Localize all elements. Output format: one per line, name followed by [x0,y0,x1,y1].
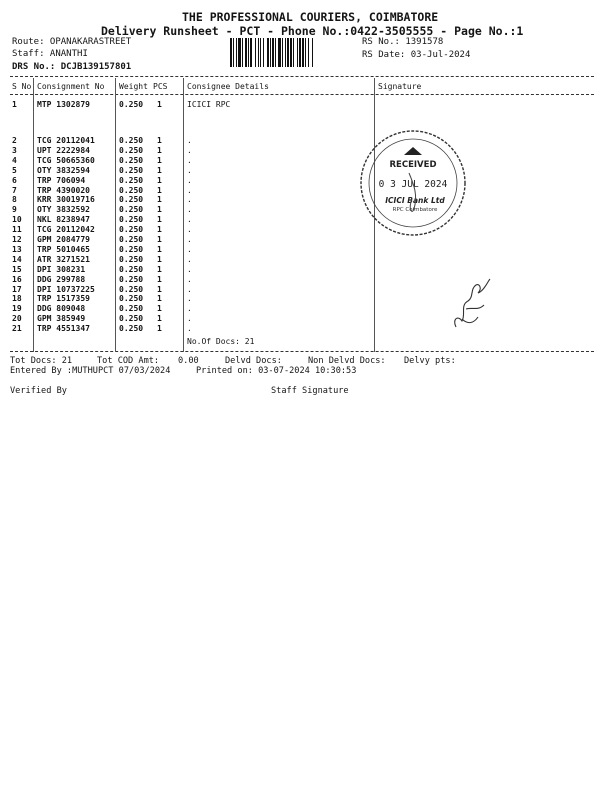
row-sno: 15 [12,264,22,274]
barcode-bar [272,38,274,67]
row-sno: 12 [12,235,22,244]
col-divider [183,78,184,352]
barcode-bar [258,38,259,67]
row-consignment-no: OTY 3832592 [37,205,90,215]
col-divider [33,78,34,352]
row-consignee-details: . [187,185,192,195]
row-sno: 3 [12,145,17,155]
row-consignee-details: . [187,254,192,264]
barcode-bar [308,38,309,67]
col-header-weight: Weight [119,82,148,91]
row-consignee-details: . [187,284,192,294]
delvy-pts: Delvy pts: [404,356,456,366]
row-weight: 0.250 [119,314,144,324]
row-weight: 0.250 [119,264,144,274]
row-sno: 4 [12,155,17,165]
row-pcs: 1 [157,274,162,284]
received-stamp [352,125,474,243]
row-sno: 14 [12,254,22,264]
row-weight: 0.250 [119,215,144,225]
row-pcs: 1 [157,284,162,294]
row-sno: 18 [12,294,22,304]
barcode-bar [285,38,286,67]
row-pcs: 1 [157,235,162,244]
stamp-bank-text: ICICI Bank Ltd [385,196,445,205]
row-consignment-no: MTP 1302879 [37,100,90,109]
row-weight: 0.250 [119,185,144,195]
row-pcs: 1 [157,314,162,324]
row-consignee-details: . [187,324,192,334]
tot-docs: Tot Docs: 21 [10,356,73,366]
barcode-bar [255,38,256,67]
row-consignee-details: . [187,195,192,205]
stamp-received-text: RECEIVED [389,160,437,170]
non-delvd-docs: Non Delvd Docs: [308,356,386,366]
barcode-bar [297,38,298,67]
barcode-bar [233,38,234,67]
row-pcs: 1 [157,324,162,334]
barcode-bar [238,38,241,67]
row-pcs: 1 [157,100,162,109]
row-consignee-details: . [187,274,192,284]
row-pcs: 1 [157,205,162,215]
row-weight: 0.250 [119,165,144,175]
row-weight: 0.250 [119,274,144,284]
barcode-bar [270,38,271,67]
tot-cod-value: 0.00 [178,356,199,366]
row-pcs: 1 [157,136,162,145]
row-weight: 0.250 [119,244,144,254]
row-consignment-no: KRR 30019716 [37,195,95,205]
row-consignment-no: TCG 50665360 [37,155,95,165]
row-consignee-details: . [187,264,192,274]
row-weight: 0.250 [119,235,144,244]
barcode-bar [260,38,261,67]
entered-by: Entered By :MUTHUPCT 07/03/2024 [10,366,171,376]
row-sno: 17 [12,284,22,294]
table-top-rule [10,76,594,77]
drs-number: DRS No.: DCJB139157801 [12,62,132,72]
row-consignment-no: ATR 3271521 [37,254,90,264]
row-weight: 0.250 [119,136,144,145]
row-consignment-no: DDG 299788 [37,274,86,284]
row-consignee-details: . [187,165,192,175]
col-header-sno: S No [12,82,32,91]
table-header-rule [10,94,594,95]
col-header-signature: Signature [378,82,422,91]
stamp-branch-text: RPC Coimbatore [392,207,438,213]
barcode [230,38,355,67]
row-consignment-no: GPM 385949 [37,314,86,324]
row-weight: 0.250 [119,304,144,314]
no-of-docs: No.Of Docs: 21 [187,337,255,346]
printed-on: Printed on: 03-07-2024 10:30:53 [196,366,357,376]
row-consignment-no: DPI 10737225 [37,284,95,294]
row-consignee-details: . [187,145,192,155]
row-pcs: 1 [157,165,162,175]
row-consignment-no: GPM 2084779 [37,235,90,244]
row-weight: 0.250 [119,145,144,155]
row-sno: 10 [12,215,22,225]
row-consignment-no: TCG 20112042 [37,225,95,235]
barcode-bar [278,38,281,67]
barcode-bar [302,38,304,67]
row-sno: 13 [12,244,22,254]
row-weight: 0.250 [119,100,144,109]
row-consignee-details: . [187,244,192,254]
col-header-pcs: PCS [153,82,168,91]
row-consignment-no: UPT 2222984 [37,145,90,155]
row-weight: 0.250 [119,205,144,215]
row-consignee-details: . [187,304,192,314]
barcode-bar [312,38,313,67]
barcode-bar [275,38,276,67]
row-sno: 1 [12,100,17,109]
row-consignment-no: TRP 4551347 [37,324,90,334]
rs-number: RS No.: 1391578 [362,37,444,47]
row-pcs: 1 [157,225,162,235]
row-consignee-details: . [187,294,192,304]
row-weight: 0.250 [119,195,144,205]
col-header-consignment: Consignment No [37,82,105,91]
row-weight: 0.250 [119,294,144,304]
runsheet-subtitle: Delivery Runsheet - PCT - Phone No.:0422-3505555 - Page No.:1 [101,24,524,38]
row-sno: 9 [12,205,17,215]
row-sno: 21 [12,324,22,334]
row-consignee-details: . [187,215,192,225]
row-consignment-no: NKL 8238947 [37,215,90,225]
col-divider [115,78,116,352]
route-label: Route: OPANAKARASTREET [12,37,132,47]
row-consignment-no: DDG 809048 [37,304,86,314]
row-pcs: 1 [157,215,162,225]
barcode-bar [242,38,243,67]
tot-cod-label: Tot COD Amt: [97,356,160,366]
row-consignment-no: TRP 5010465 [37,244,90,254]
row-consignee-details: . [187,136,192,145]
row-sno: 6 [12,175,17,185]
row-sno: 19 [12,304,22,314]
row-weight: 0.250 [119,324,144,334]
barcode-bar [230,38,232,67]
row-consignee-details: ICICI RPC [187,100,231,109]
rs-date: RS Date: 03-Jul-2024 [362,50,471,60]
delvd-docs: Delvd Docs: [225,356,282,366]
row-consignment-no: OTY 3832594 [37,165,90,175]
row-consignment-no: TCG 20112041 [37,136,95,145]
row-pcs: 1 [157,195,162,205]
handwritten-signature [448,275,498,335]
row-sno: 7 [12,185,17,195]
barcode-bar [267,38,269,67]
barcode-bar [282,38,283,67]
row-pcs: 1 [157,185,162,195]
row-weight: 0.250 [119,175,144,185]
row-consignment-no: DPI 308231 [37,264,86,274]
row-consignment-no: TRP 4390020 [37,185,90,195]
barcode-bar [299,38,301,67]
row-weight: 0.250 [119,225,144,235]
barcode-bar [305,38,306,67]
row-pcs: 1 [157,155,162,165]
row-consignee-details: . [187,175,192,185]
stamp-arrow-icon [404,147,422,155]
staff-label: Staff: ANANTHI [12,49,88,59]
staff-signature: Staff Signature [271,386,349,396]
row-pcs: 1 [157,244,162,254]
row-sno: 2 [12,136,17,145]
row-consignee-details: . [187,205,192,215]
row-consignee-details: . [187,314,192,324]
barcode-bar [248,38,249,67]
row-consignee-details: . [187,225,192,235]
row-pcs: 1 [157,254,162,264]
barcode-bar [245,38,247,67]
row-consignee-details: . [187,155,192,165]
row-weight: 0.250 [119,155,144,165]
row-consignment-no: TRP 1517359 [37,294,90,304]
barcode-bar [263,38,264,67]
table-bottom-rule [10,351,594,352]
row-sno: 16 [12,274,22,284]
row-pcs: 1 [157,145,162,155]
row-consignee-details: . [187,235,192,244]
row-consignment-no: TRP 706094 [37,175,86,185]
row-pcs: 1 [157,294,162,304]
row-sno: 20 [12,314,22,324]
barcode-bar [290,38,292,67]
row-weight: 0.250 [119,254,144,264]
stamp-date-text: 0 3 JUL 2024 [378,179,448,190]
col-header-consignee: Consignee Details [187,82,269,91]
barcode-bar [293,38,294,67]
row-pcs: 1 [157,304,162,314]
verified-by: Verified By [10,386,67,396]
company-title: THE PROFESSIONAL COURIERS, COIMBATORE [182,10,439,24]
row-weight: 0.250 [119,284,144,294]
barcode-bar [250,38,252,67]
row-pcs: 1 [157,175,162,185]
row-sno: 8 [12,195,17,205]
row-sno: 11 [12,225,22,235]
barcode-bar [236,38,237,67]
barcode-bar [287,38,289,67]
row-sno: 5 [12,165,17,175]
signature-stroke [455,279,490,327]
row-pcs: 1 [157,264,162,274]
